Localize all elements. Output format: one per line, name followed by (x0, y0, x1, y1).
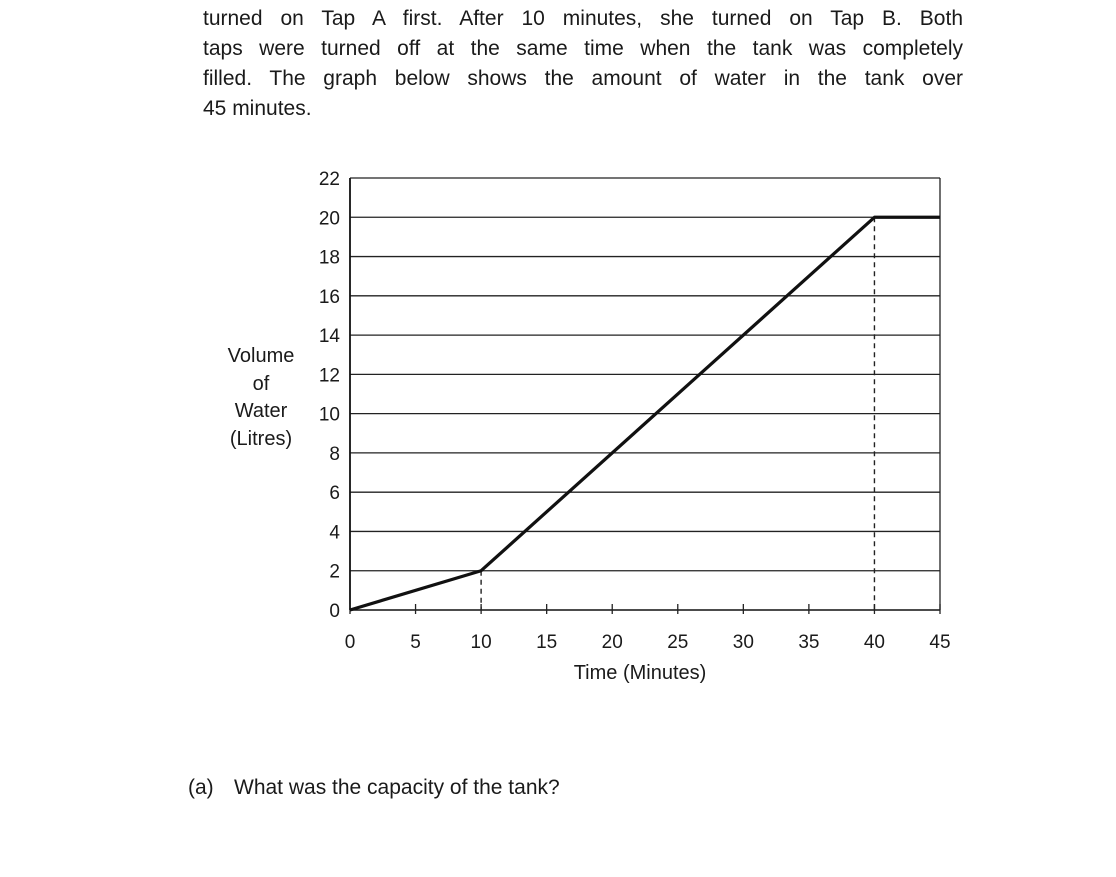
question-a (188, 776, 560, 800)
y-axis-title-line-3: Water (234, 400, 288, 422)
x-tick-label-0: 0 (344, 632, 356, 653)
y-tick-label-10: 10 (318, 404, 340, 426)
x-tick-label-10: 10 (470, 632, 492, 653)
question-label: (a) (188, 776, 214, 799)
x-tick-label-30: 30 (732, 632, 754, 653)
y-tick-label-12: 12 (318, 365, 340, 387)
y-tick-label-18: 18 (318, 247, 340, 269)
x-tick-label-20: 20 (601, 632, 623, 653)
y-axis-title-line-2: of (252, 373, 270, 395)
y-axis-title-line-1: Volume (227, 345, 295, 367)
paragraph-line-3: filled. The graph below shows the amount of water in the tank over (203, 67, 963, 90)
x-tick-label-25: 25 (667, 632, 689, 653)
x-axis-title: Time (Minutes) (573, 662, 707, 684)
y-tick-label-8: 8 (329, 443, 340, 465)
y-tick-label-2: 2 (329, 561, 340, 583)
y-tick-label-4: 4 (329, 522, 340, 544)
y-tick-label-6: 6 (329, 483, 340, 505)
y-tick-label-14: 14 (318, 326, 340, 348)
paragraph-line-2: taps were turned off at the same time when the tank was completely (203, 37, 963, 60)
y-tick-label-20: 20 (318, 208, 340, 230)
y-tick-label-16: 16 (318, 286, 340, 308)
x-tick-label-5: 5 (410, 632, 421, 653)
question-text: What was the capacity of the tank? (234, 776, 560, 799)
x-tick-label-40: 40 (863, 632, 886, 653)
y-tick-label-22: 22 (318, 169, 340, 190)
y-axis-title-line-4: (Litres) (229, 428, 293, 450)
x-tick-label-45: 45 (929, 632, 951, 653)
x-tick-label-15: 15 (536, 632, 558, 653)
x-tick-label-35: 35 (798, 632, 820, 653)
paragraph-line-1: turned on Tap A first. After 10 minutes, she turned on Tap B. Both (203, 7, 963, 30)
y-tick-label-0: 0 (329, 601, 340, 622)
paragraph-line-4: 45 minutes. (203, 97, 312, 120)
